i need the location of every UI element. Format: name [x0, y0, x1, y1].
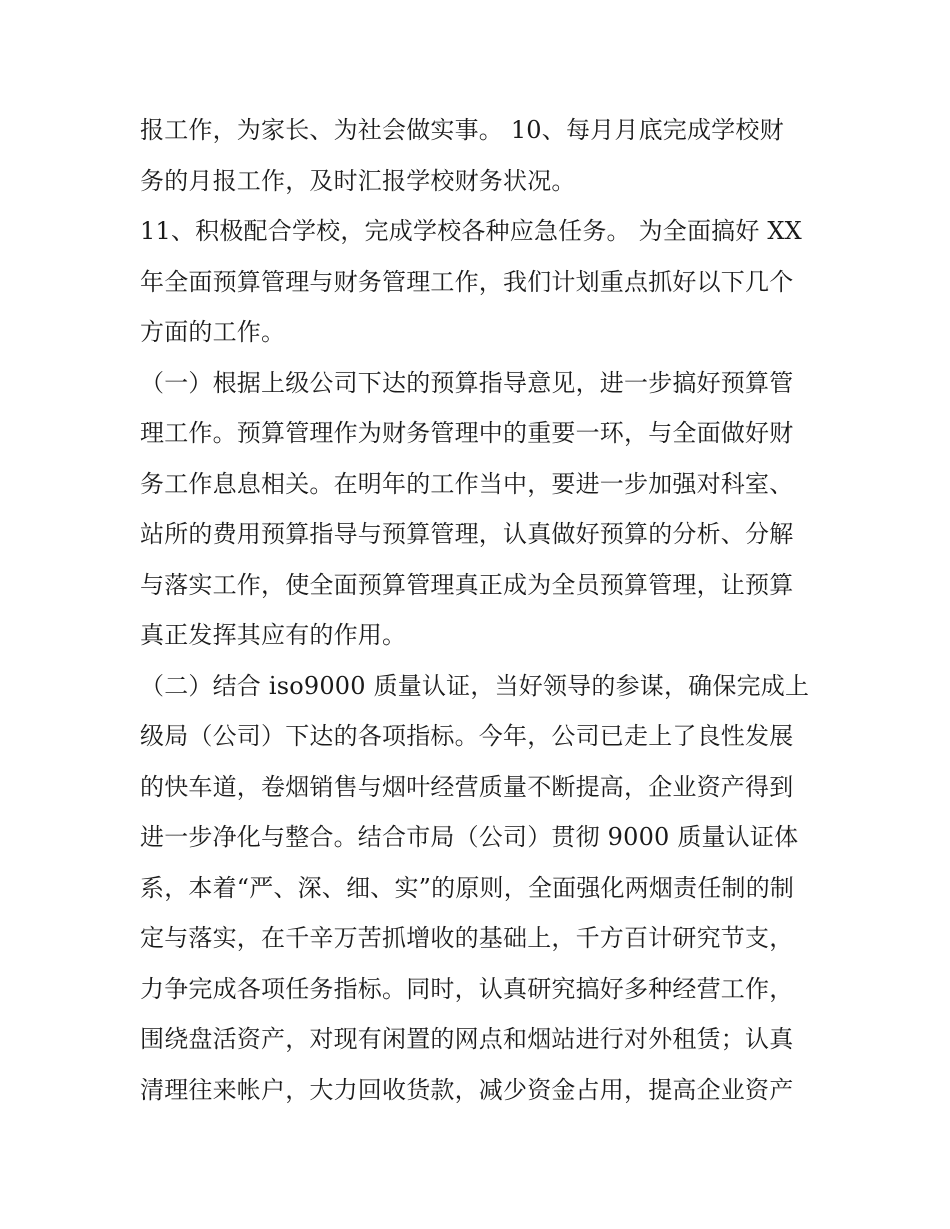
- text-line: 站所的费用预算指导与预算管理，认真做好预算的分析、分解: [140, 520, 794, 548]
- text-line: 清理往来帐户，大力回收货款，减少资金占用，提高企业资产: [140, 1076, 794, 1104]
- text-line: 务的月报工作，及时汇报学校财务状况。: [140, 167, 576, 195]
- text-line: 务工作息息相关。在明年的工作当中，要进一步加强对科室、: [140, 470, 794, 498]
- text-line: 围绕盘活资产，对现有闲置的网点和烟站进行对外租赁；认真: [140, 1025, 794, 1053]
- text-line: 级局（公司）下达的各项指标。今年，公司已走上了良性发展: [140, 722, 794, 750]
- text-line: 力争完成各项任务指标。同时，认真研究搞好多种经营工作，: [140, 975, 794, 1003]
- text-line: 的快车道，卷烟销售与烟叶经营质量不断提高，企业资产得到: [140, 773, 794, 801]
- text-line: 理工作。预算管理作为财务管理中的重要一环，与全面做好财: [140, 419, 794, 447]
- text-line: 系，本着“严、深、细、实”的原则，全面强化两烟责任制的制: [140, 874, 795, 902]
- text-line: （一）根据上级公司下达的预算指导意见，进一步搞好预算管: [140, 369, 794, 397]
- text-line: 进一步净化与整合。结合市局（公司）贯彻 9000 质量认证体: [140, 823, 799, 851]
- text-line: 年全面预算管理与财务管理工作，我们计划重点抓好以下几个: [140, 268, 794, 296]
- text-line: 定与落实，在千辛万苦抓增收的基础上，千方百计研究节支，: [140, 924, 794, 952]
- text-line: 真正发挥其应有的作用。: [140, 621, 407, 649]
- text-line: 报工作，为家长、为社会做实事。 10、每月月底完成学校财: [140, 116, 784, 144]
- text-line: 方面的工作。: [140, 318, 286, 346]
- text-line: （二）结合 iso9000 质量认证，当好领导的参谋，确保完成上: [140, 672, 810, 700]
- text-line: 11、积极配合学校，完成学校各种应急任务。 为全面搞好 XX: [140, 217, 802, 245]
- text-line: 与落实工作，使全面预算管理真正成为全员预算管理，让预算: [140, 571, 794, 599]
